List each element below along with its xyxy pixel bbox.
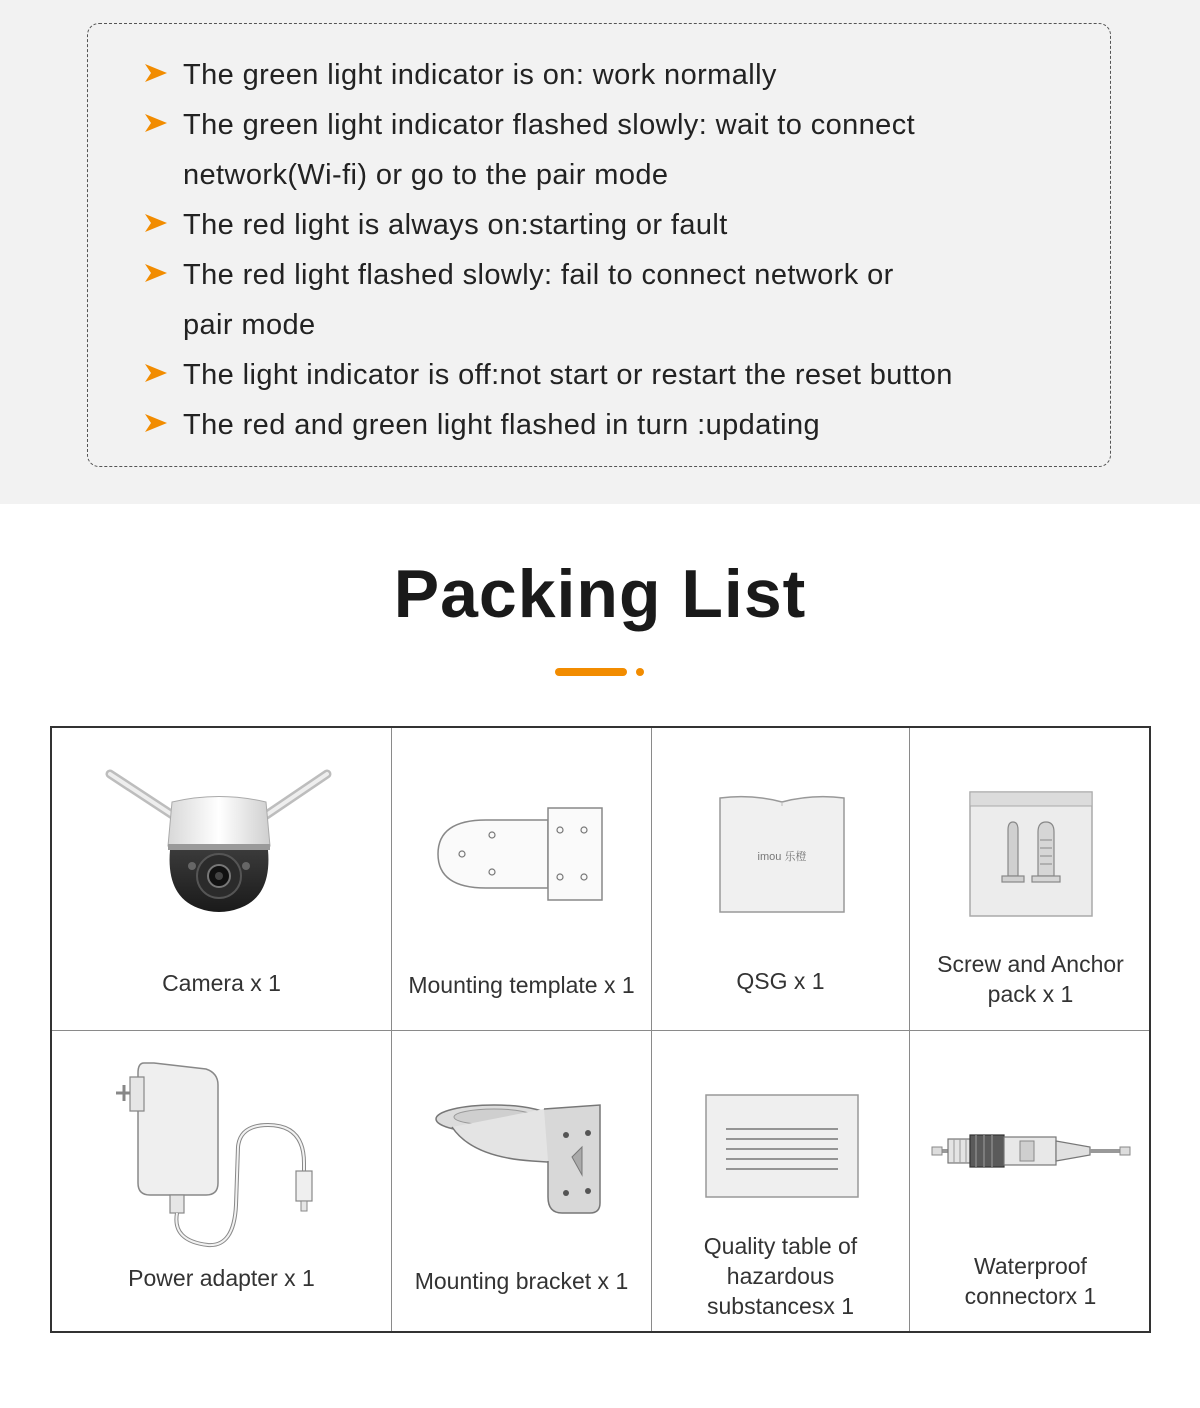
- packing-item-waterproof-connector: [910, 1031, 1151, 1333]
- arrow-bullet-icon: [144, 361, 168, 385]
- camera-icon: [102, 766, 337, 931]
- packing-list-title: Packing List: [393, 556, 807, 632]
- indicator-line-continued: pair mode: [183, 309, 316, 341]
- indicator-line: The green light indicator is on: work normally: [183, 59, 777, 91]
- item-label: Camera x 1: [162, 970, 281, 996]
- title-underline-dot: [636, 668, 644, 676]
- item-label: Screw and Anchor: [937, 951, 1124, 977]
- item-label: QSG x 1: [736, 968, 825, 994]
- item-label: Waterproof: [974, 1253, 1087, 1279]
- packing-item-camera: [52, 728, 391, 1030]
- arrow-bullet-icon: [144, 211, 168, 235]
- packing-grid: [50, 726, 1151, 1333]
- arrow-bullet-icon: [144, 411, 168, 435]
- indicator-line: The light indicator is off:not start or restart the reset button: [183, 359, 953, 391]
- item-label: connectorx 1: [964, 1283, 1097, 1309]
- arrow-bullet-icon: [144, 111, 168, 135]
- qsg-logo-text: imou 乐橙: [757, 851, 807, 863]
- packing-item-power-adapter: [52, 1031, 391, 1333]
- packing-item-mounting-template: [392, 728, 651, 1030]
- indicator-line: The red light flashed slowly: fail to connect network or: [183, 259, 894, 291]
- screw-anchor-bag-icon: [968, 790, 1094, 918]
- item-label: pack x 1: [987, 981, 1074, 1007]
- arrow-bullet-icon: [144, 61, 168, 85]
- packing-item-qsg: [652, 728, 909, 1030]
- mounting-bracket-icon: [432, 1097, 612, 1217]
- item-label: Mounting bracket x 1: [414, 1268, 629, 1294]
- mounting-template-icon: [436, 806, 606, 902]
- item-label: hazardous: [726, 1263, 835, 1289]
- title-underline-bar: [555, 668, 627, 676]
- packing-item-screw-anchor: [910, 728, 1151, 1030]
- qsg-booklet-icon: [716, 792, 848, 918]
- arrow-bullet-icon: [144, 261, 168, 285]
- item-label: Power adapter x 1: [128, 1265, 315, 1291]
- packing-item-mounting-bracket: [392, 1031, 651, 1333]
- indicator-line: The red light is always on:starting or fault: [183, 209, 728, 241]
- indicator-line: The green light indicator flashed slowly: wait to connect: [183, 109, 916, 141]
- indicator-line: The red and green light flashed in turn :updating: [183, 409, 821, 441]
- item-label: substancesx 1: [706, 1293, 855, 1319]
- item-label: Mounting template x 1: [408, 972, 635, 998]
- indicator-line-continued: network(Wi-fi) or go to the pair mode: [183, 159, 669, 191]
- packing-item-quality-table: [652, 1031, 909, 1333]
- waterproof-connector-icon: [930, 1127, 1134, 1175]
- power-adapter-icon: [108, 1055, 338, 1251]
- quality-table-sheet-icon: [704, 1093, 860, 1199]
- item-label: Quality table of: [703, 1233, 858, 1259]
